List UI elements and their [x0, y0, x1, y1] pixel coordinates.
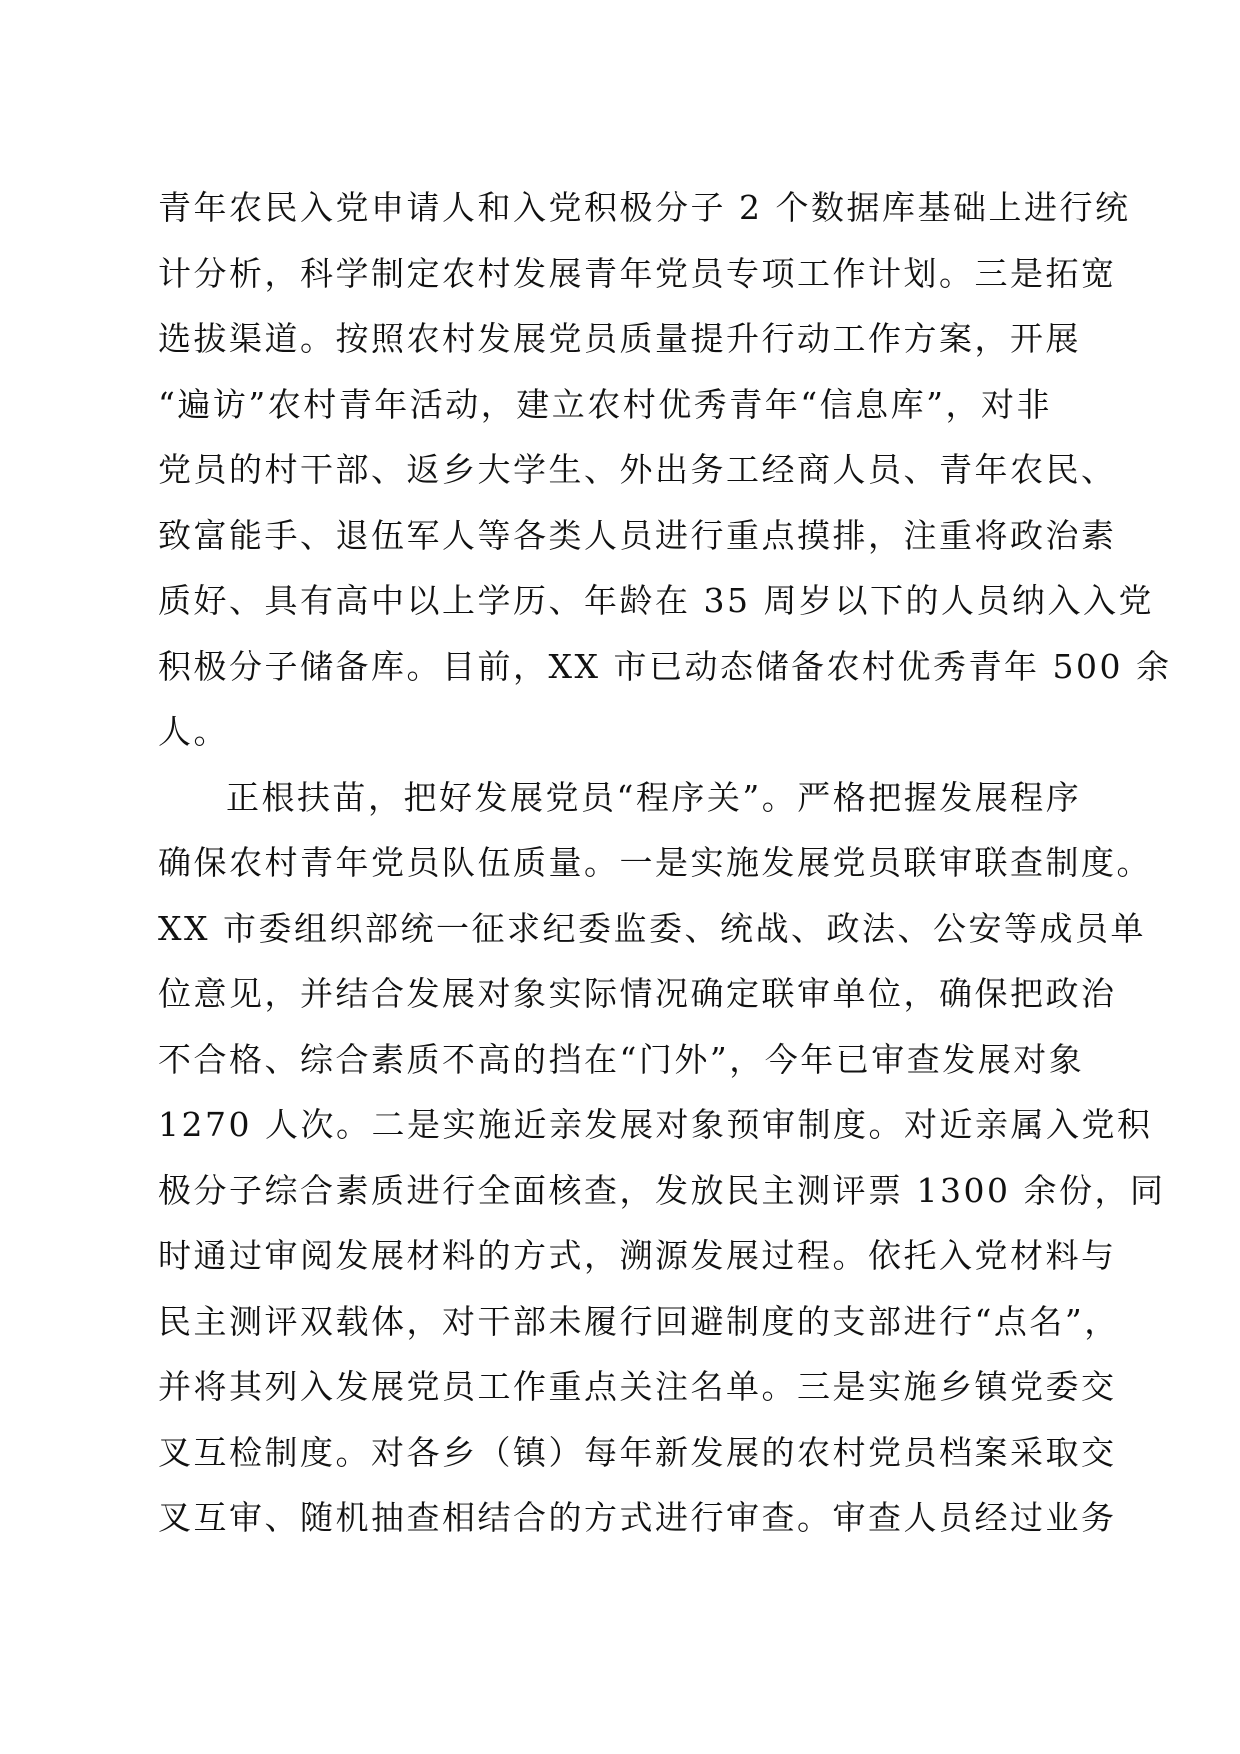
text-line: 1270 人次。二是实施近亲发展对象预审制度。对近亲属入党积 [158, 1105, 1153, 1144]
paragraph-1 [158, 186, 1172, 776]
text-line: 不合格、综合素质不高的挡在“门外”，今年已审查发展对象 [158, 1039, 1085, 1079]
text-line: “遍访”农村青年活动，建立农村优秀青年“信息库”，对非 [158, 384, 1052, 424]
text-line: 致富能手、退伍军人等各类人员进行重点摸排，注重将政治素 [158, 515, 1117, 555]
text-line: 位意见，并结合发展对象实际情况确定联审单位，确保把政治 [158, 974, 1117, 1013]
text-line: 积极分子储备库。目前，XX 市已动态储备农村优秀青年 500 余 [158, 646, 1172, 686]
text-line: 确保农村青年党员队伍质量。一是实施发展党员联审联查制度。 [158, 843, 1152, 882]
text-line: 党员的村干部、返乡大学生、外出务工经商人员、青年农民、 [158, 450, 1117, 489]
text-line: 人。 [158, 712, 229, 751]
paragraph-2 [158, 776, 1166, 1562]
text-line: 选拔渠道。按照农村发展党员质量提升行动工作方案，开展 [158, 319, 1081, 358]
text-line: 极分子综合素质进行全面核查，发放民主测评票 1300 余份，同 [158, 1170, 1166, 1210]
document-body [158, 186, 1172, 1562]
text-line: 叉互审、随机抽查相结合的方式进行审查。审查人员经过业务 [158, 1498, 1117, 1537]
text-line: 青年农民入党申请人和入党积极分子 2 个数据库基础上进行统 [158, 188, 1131, 227]
text-line: 质好、具有高中以上学历、年龄在 35 周岁以下的人员纳入入党 [158, 581, 1154, 620]
text-line: 叉互检制度。对各乡（镇）每年新发展的农村党员档案采取交 [158, 1432, 1117, 1472]
text-line: 时通过审阅发展材料的方式，溯源发展过程。依托入党材料与 [158, 1236, 1117, 1275]
text-line: XX 市委组织部统一征求纪委监委、统战、政法、公安等成员单 [158, 908, 1146, 948]
text-line: 并将其列入发展党员工作重点关注名单。三是实施乡镇党委交 [158, 1367, 1117, 1406]
text-line: 计分析，科学制定农村发展青年党员专项工作计划。三是拓宽 [158, 253, 1117, 293]
text-line: 民主测评双载体，对干部未履行回避制度的支部进行“点名”， [158, 1301, 1120, 1341]
text-line-indented: 正根扶苗，把好发展党员“程序关”。严格把握发展程序 [226, 777, 1082, 817]
